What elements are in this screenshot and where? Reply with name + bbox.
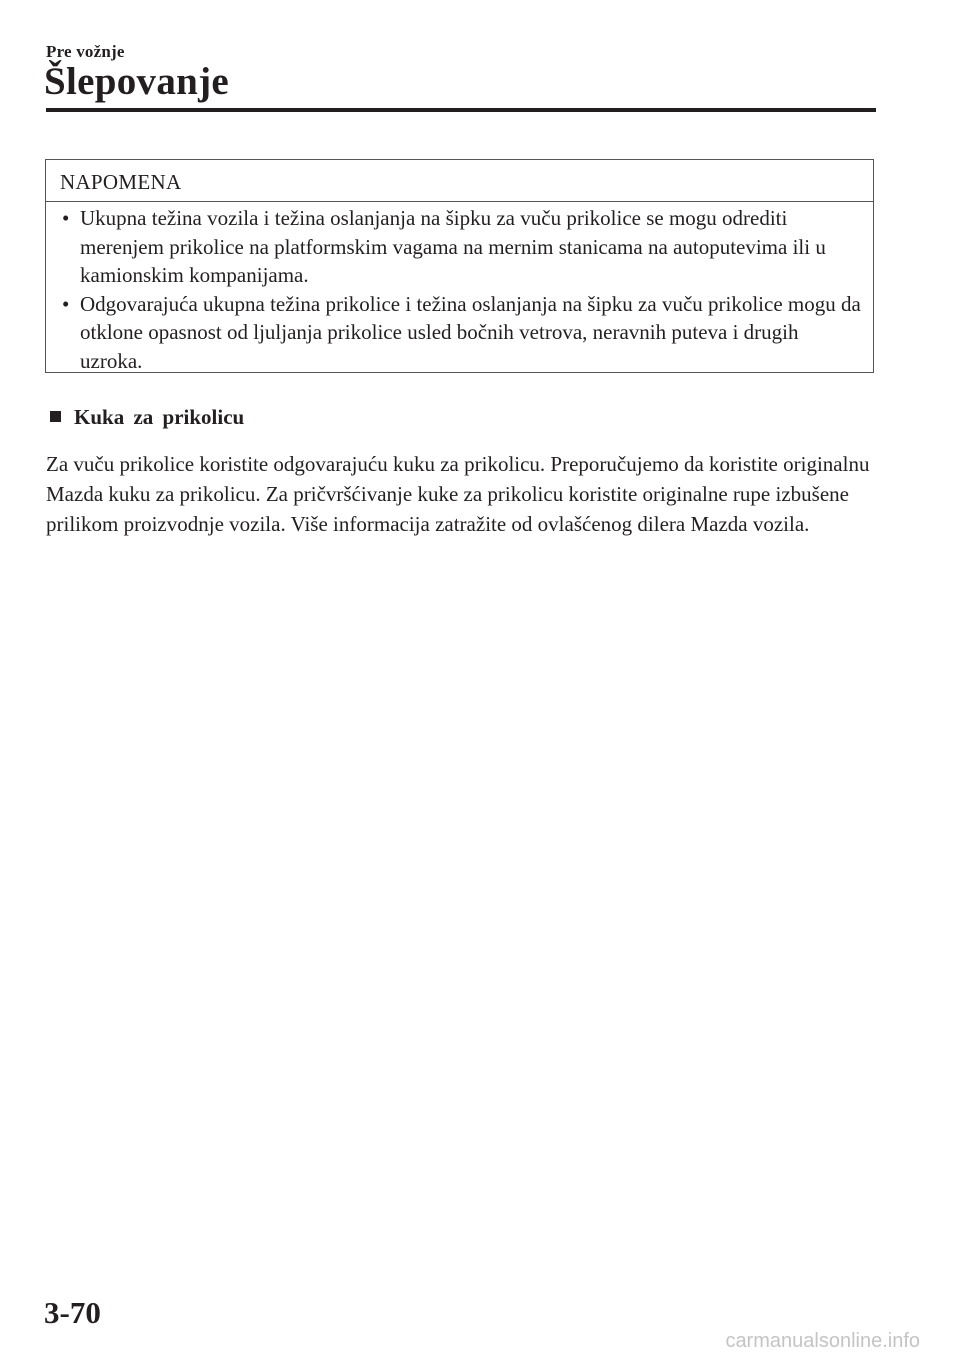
note-list <box>46 204 873 375</box>
note-item <box>46 204 873 290</box>
watermark: carmanualsonline.info <box>725 1330 920 1352</box>
chapter-label: Pre vožnje <box>46 42 125 61</box>
note-heading: NAPOMENA <box>46 160 873 202</box>
note-box <box>45 159 874 373</box>
bullet-icon: • <box>62 291 70 316</box>
header-rule <box>46 108 876 112</box>
body-paragraph: Za vuču prikolice koristite odgovarajuću kuku za prikolicu. Preporučujemo da koristite originalnu Mazda kuku za prikolicu. Za pričvršćivanje kuke za prikolicu koristite originalne rupe izbušene prilikom proizvodnje vozila. Više informacija zatražite od ovlašćenog dilera Mazda vozila. <box>46 452 870 536</box>
section-heading: Kuka za prikolicu <box>74 405 245 429</box>
page-number: 3-70 <box>44 1295 101 1330</box>
note-item <box>46 290 873 376</box>
note-item-text: Odgovarajuća ukupna težina prikolice i težina oslanjanja na šipku za vuču prikolice mogu da otklone opasnost od ljuljanja prikolice usled bočnih vetrova, neravnih puteva i drugih uzroka. <box>80 291 861 373</box>
square-bullet-icon <box>50 411 61 422</box>
bullet-icon: • <box>62 206 70 230</box>
note-item-text: Ukupna težina vozila i težina oslanjanja na šipku za vuču prikolice se mogu odrediti merenjem prikolice na platformskim vagama na mernim stanicama na autoputevima ili u kamionskim kompanijama. <box>80 206 826 287</box>
page-title: Šlepovanje <box>44 60 230 103</box>
